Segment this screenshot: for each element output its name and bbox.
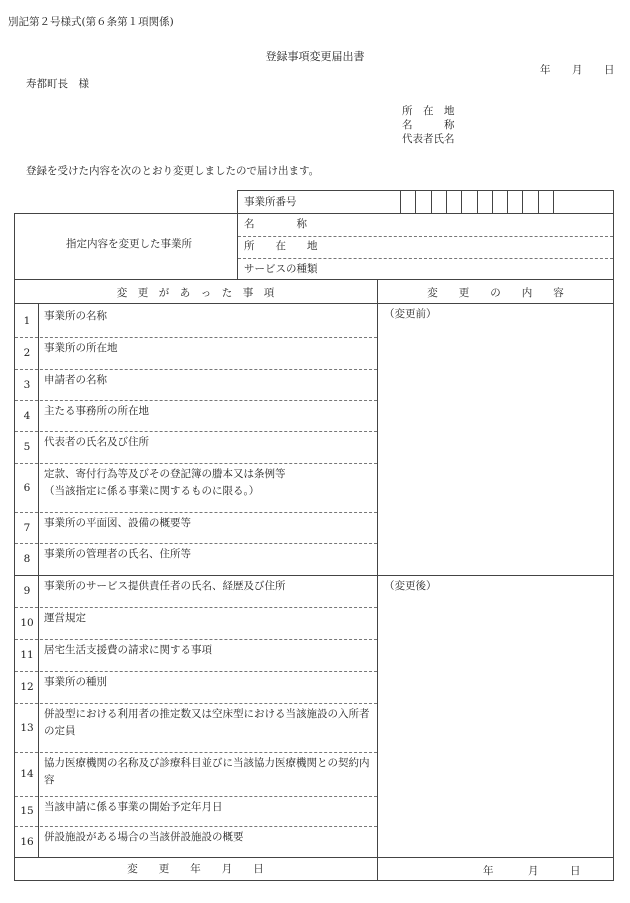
item-text: 主たる事務所の所在地 [44, 405, 149, 417]
row-divider [15, 607, 377, 608]
item-text: 併設施設がある場合の当該併設施設の概要 [44, 831, 244, 843]
row-divider [15, 639, 377, 640]
item-number: 5 [23, 441, 31, 453]
item-number: 3 [23, 379, 31, 391]
item-number: 1 [23, 315, 31, 327]
addressee: 寿都町長 様 [26, 78, 89, 90]
intro-text: 登録を受けた内容を次のとおり変更しましたので届け出ます。 [26, 165, 320, 177]
item-number: 15 [20, 805, 34, 817]
row-divider [15, 337, 377, 338]
before-change-label: （変更前） [384, 308, 437, 320]
row-divider [15, 796, 377, 797]
item-text: 事業所の管理者の氏名、住所等 [44, 548, 191, 560]
item-number: 8 [23, 553, 31, 565]
after-change-label: （変更後） [384, 580, 437, 592]
change-date-label: 変 更 年 月 日 [127, 863, 264, 875]
item-text: 事業所のサービス提供責任者の氏名、経歴及び住所 [44, 580, 286, 592]
item-text: 併設型における利用者の推定数又は空床型における当該施設の入所者の定員 [44, 708, 370, 737]
form-number-label: 別記第２号様式(第６条第１項関係) [8, 16, 174, 28]
applicant-address-label: 所 在 地 [402, 105, 455, 117]
document-title: 登録事項変更届出書 [265, 50, 365, 63]
date-month-label: 月 [572, 64, 583, 76]
item-number: 4 [23, 410, 31, 422]
item-number: 14 [20, 768, 34, 780]
applicant-representative-label: 代表者氏名 [402, 133, 455, 145]
row-divider [15, 463, 377, 464]
row-divider [15, 703, 377, 704]
office-number-cell-divider [492, 190, 493, 213]
item-text: 申請者の名称 [44, 374, 107, 386]
office-number-cell-divider [553, 190, 554, 213]
item-number: 13 [20, 722, 34, 734]
office-number-cell-divider [477, 190, 478, 213]
office-name-label: 名 称 [244, 218, 307, 230]
item-number: 11 [20, 649, 34, 661]
row-divider [15, 671, 377, 672]
item-number: 16 [20, 836, 34, 848]
office-service-label: サービスの種類 [244, 263, 318, 275]
items-header: 変 更 が あ っ た 事 項 [116, 287, 275, 299]
office-number-cell-divider [446, 190, 447, 213]
content-header: 変 更 の 内 容 [427, 287, 564, 299]
item-number: 2 [23, 347, 31, 359]
row-divider [15, 543, 377, 544]
office-number-cell-divider [431, 190, 432, 213]
office-number-cell-divider [522, 190, 523, 213]
office-number-cell-divider [507, 190, 508, 213]
footer-day-label: 日 [570, 865, 581, 877]
footer-month-label: 月 [528, 865, 539, 877]
office-number-label: 事業所番号 [244, 196, 297, 208]
applicant-name-label: 名 称 [402, 119, 455, 131]
office-address-label: 所 在 地 [244, 240, 318, 252]
item-number: 7 [23, 522, 31, 534]
row-divider [15, 512, 377, 513]
item-number: 12 [20, 681, 34, 693]
office-number-cell-divider [400, 190, 401, 213]
office-left-label: 指定内容を変更した事業所 [66, 238, 192, 250]
row-divider [15, 826, 377, 827]
date-day-label: 日 [604, 64, 615, 76]
office-number-cell-divider [538, 190, 539, 213]
item-number: 6 [23, 482, 31, 494]
item-text: 運営規定 [44, 612, 86, 624]
item-number: 9 [23, 585, 31, 597]
item-text: 事業所の所在地 [44, 342, 118, 354]
item-text: 事業所の平面図、設備の概要等 [44, 517, 191, 529]
item-text: 当該申請に係る事業の開始予定年月日 [44, 801, 223, 813]
item-text: 定款、寄付行為等及びその登記簿の謄本又は条例等 （当該指定に係る事業に関するものに限る。） [44, 468, 286, 497]
item-text: 事業所の名称 [44, 310, 107, 322]
section-divider [14, 575, 378, 576]
row-divider [15, 369, 377, 370]
office-number-cell-divider [415, 190, 416, 213]
item-number: 10 [20, 617, 34, 629]
footer-year-label: 年 [483, 865, 494, 877]
item-text: 事業所の種別 [44, 676, 107, 688]
item-text: 協力医療機関の名称及び診療科目並びに当該協力医療機関との契約内容 [44, 757, 370, 786]
row-divider [15, 431, 377, 432]
row-divider [15, 752, 377, 753]
row-divider [15, 400, 377, 401]
item-text: 代表者の氏名及び住所 [44, 436, 149, 448]
item-text: 居宅生活支援費の請求に関する事項 [44, 644, 212, 656]
date-year-label: 年 [540, 64, 551, 76]
office-number-cell-divider [461, 190, 462, 213]
